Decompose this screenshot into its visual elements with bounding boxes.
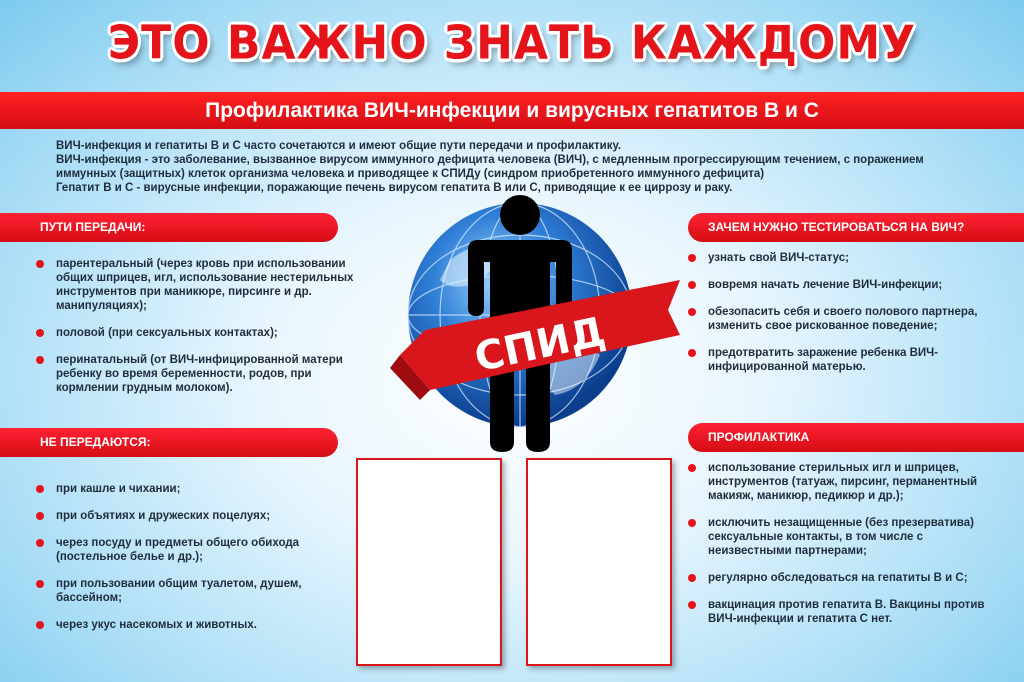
- intro-text: [56, 139, 976, 195]
- list-item: при объятиях и дружеских поцелуях;: [56, 509, 336, 523]
- empty-frame-left: [356, 458, 502, 666]
- intro-line: ВИЧ-инфекция и гепатиты В и С часто сочетаются и имеют общие пути передачи и профилактику.: [56, 140, 622, 152]
- list-item: исключить незащищенные (без презерватива) сексуальные контакты, в том числе с неизвестными партнерами;: [708, 516, 1008, 558]
- list-item: вовремя начать лечение ВИЧ-инфекции;: [708, 278, 998, 292]
- empty-frame-right: [526, 458, 672, 666]
- transmission-list: [56, 257, 356, 408]
- list-item: при кашле и чихании;: [56, 482, 336, 496]
- intro-line: ВИЧ-инфекция - это заболевание, вызванное вирусом иммунного дефицита человека (ВИЧ), с медленным прогрессирующим течением, с поражением иммунных (защитных) клеток организма человека и приводящее к СПИДу (синдром приобретенного иммунного дефицита): [56, 154, 924, 180]
- list-item: вакцинация против гепатита В. Вакцины против ВИЧ-инфекции и гепатита С нет.: [708, 598, 1008, 626]
- list-item: через посуду и предметы общего обихода (постельное белье и др.);: [56, 536, 336, 564]
- section-header-transmission: ПУТИ ПЕРЕДАЧИ:: [0, 213, 338, 242]
- section-header-prevention: ПРОФИЛАКТИКА: [688, 423, 1024, 452]
- list-item: предотвратить заражение ребенка ВИЧ-инфицированной матерью.: [708, 346, 998, 374]
- subtitle-banner: Профилактика ВИЧ-инфекции и вирусных гепатитов В и С: [0, 92, 1024, 129]
- prevention-list: [708, 461, 1008, 639]
- not-transmitted-list: [56, 482, 336, 645]
- list-item: половой (при сексуальных контактах);: [56, 326, 356, 340]
- section-header-not-transmitted: НЕ ПЕРЕДАЮТСЯ:: [0, 428, 338, 457]
- list-item: регулярно обследоваться на гепатиты В и С;: [708, 571, 1008, 585]
- list-item: обезопасить себя и своего полового партнера, изменить свое рискованное поведение;: [708, 305, 998, 333]
- list-item: через укус насекомых и животных.: [56, 618, 336, 632]
- list-item: использование стерильных игл и шприцев, инструментов (татуаж, пирсинг, перманентный макияж, маникюр, педикюр и др.);: [708, 461, 1008, 503]
- intro-line: Гепатит В и С - вирусные инфекции, поражающие печень вирусом гепатита В или С, приводящие к ее циррозу и раку.: [56, 182, 733, 194]
- section-header-why-test: ЗАЧЕМ НУЖНО ТЕСТИРОВАТЬСЯ НА ВИЧ?: [688, 213, 1024, 242]
- center-illustration: [380, 190, 680, 460]
- list-item: при пользовании общим туалетом, душем, бассейном;: [56, 577, 336, 605]
- poster-title: ЭТО ВАЖНО ЗНАТЬ КАЖДОМУ: [107, 16, 917, 71]
- list-item: парентеральный (через кровь при использовании общих шприцев, игл, использование нестерильных инструментов при маникюре, пирсинге и др. манипуляциях);: [56, 257, 356, 313]
- list-item: узнать свой ВИЧ-статус;: [708, 251, 998, 265]
- ribbon-label: СПИД: [470, 308, 610, 382]
- why-test-list: [708, 251, 998, 387]
- list-item: перинатальный (от ВИЧ-инфицированной матери ребенку во время беременности, родов, при кормлении грудным молоком).: [56, 353, 356, 395]
